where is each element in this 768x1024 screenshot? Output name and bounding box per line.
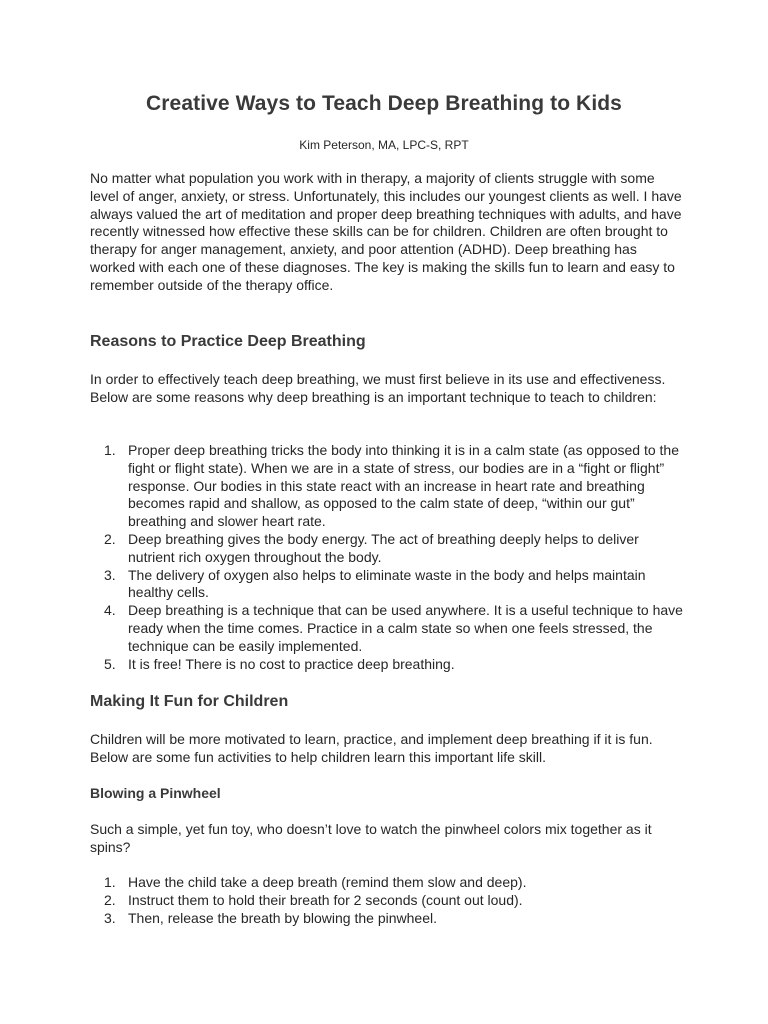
list-item-text: Then, release the breath by blowing the pinwheel.: [128, 909, 437, 926]
document-title: Creative Ways to Teach Deep Breathing to Kids: [146, 92, 622, 115]
list-number: 2.: [104, 530, 116, 547]
intro-block: [90, 170, 683, 295]
list-item: [90, 602, 683, 655]
list-item: [90, 892, 683, 910]
reasons-intro-block: [90, 371, 683, 407]
section-heading: Reasons to Practice Deep Breathing: [90, 333, 366, 350]
list-number: 3.: [104, 909, 116, 926]
pinwheel-steps-block: [90, 874, 683, 927]
section-heading: Making It Fun for Children: [90, 693, 289, 710]
section-paragraph: In order to effectively teach deep breathing, we must first believe in its use and effectiveness. Below are some reasons why deep breathing is an important technique to teach to children:: [90, 371, 666, 405]
pinwheel-heading-block: [90, 785, 683, 801]
author-byline: Kim Peterson, MA, LPC-S, RPT: [299, 138, 469, 152]
list-item-text: It is free! There is no cost to practice deep breathing.: [128, 655, 455, 672]
list-item-text: Instruct them to hold their breath for 2 seconds (count out loud).: [128, 891, 523, 908]
list-item-text: Deep breathing gives the body energy. The act of breathing deeply helps to deliver nutrient rich oxygen throughout the body.: [128, 530, 639, 565]
reasons-list-block: [90, 442, 683, 673]
section-fun: [90, 693, 683, 711]
pinwheel-intro-block: [90, 821, 683, 857]
list-item-text: The delivery of oxygen also helps to eliminate waste in the body and helps maintain healthy cells.: [128, 566, 646, 601]
list-number: 4.: [104, 602, 116, 619]
subsection-paragraph: Such a simple, yet fun toy, who doesn’t love to watch the pinwheel colors mix together as it spins?: [90, 821, 652, 855]
list-item-text: Proper deep breathing tricks the body into thinking it is in a calm state (as opposed to the fight or flight state). When we are in a state of stress, our bodies are in a “fight or flight” response. Our bodies in this state react with an increase in heart rate and breathing becomes rapid and shallow, as opposed to the calm state of deep, “within our gut” breathing and slower heart rate.: [128, 442, 679, 530]
list-item-text: Have the child take a deep breath (remind them slow and deep).: [128, 874, 527, 890]
list-number: 1.: [104, 874, 116, 890]
reasons-list: [90, 442, 683, 673]
list-number: 1.: [104, 442, 116, 458]
list-item: [90, 531, 683, 567]
list-number: 5.: [104, 655, 116, 672]
list-item: [90, 910, 683, 928]
section-reasons: [90, 333, 683, 351]
section-paragraph: Children will be more motivated to learn, practice, and implement deep breathing if it is fun. Below are some fun activities to help children learn this important life skill.: [90, 731, 653, 765]
fun-intro-block: [90, 731, 683, 767]
pinwheel-steps-list: [90, 874, 683, 927]
list-item: [90, 567, 683, 603]
intro-paragraph: No matter what population you work with in therapy, a majority of clients struggle with some level of anger, anxiety, or stress. Unfortunately, this includes our youngest clients as well. I have always valued the art of meditation and proper deep breathing techniques with adults, and have recently witnessed how effective these skills can be for children. Children are often brought to therapy for anger management, anxiety, and poor attention (ADHD). Deep breathing has worked with each one of these diagnoses. The key is making the skills fun to learn and easy to remember outside of the therapy office.: [90, 170, 682, 293]
list-item: [90, 656, 683, 674]
list-number: 2.: [104, 891, 116, 908]
list-item-text: Deep breathing is a technique that can be used anywhere. It is a useful technique to have ready when the time comes. Practice in a calm state so when one feels stressed, the technique can be easily implemented.: [128, 602, 683, 654]
subsection-heading: Blowing a Pinwheel: [90, 785, 221, 801]
list-item: [90, 874, 683, 892]
list-number: 3.: [104, 566, 116, 583]
list-item: [90, 442, 683, 531]
